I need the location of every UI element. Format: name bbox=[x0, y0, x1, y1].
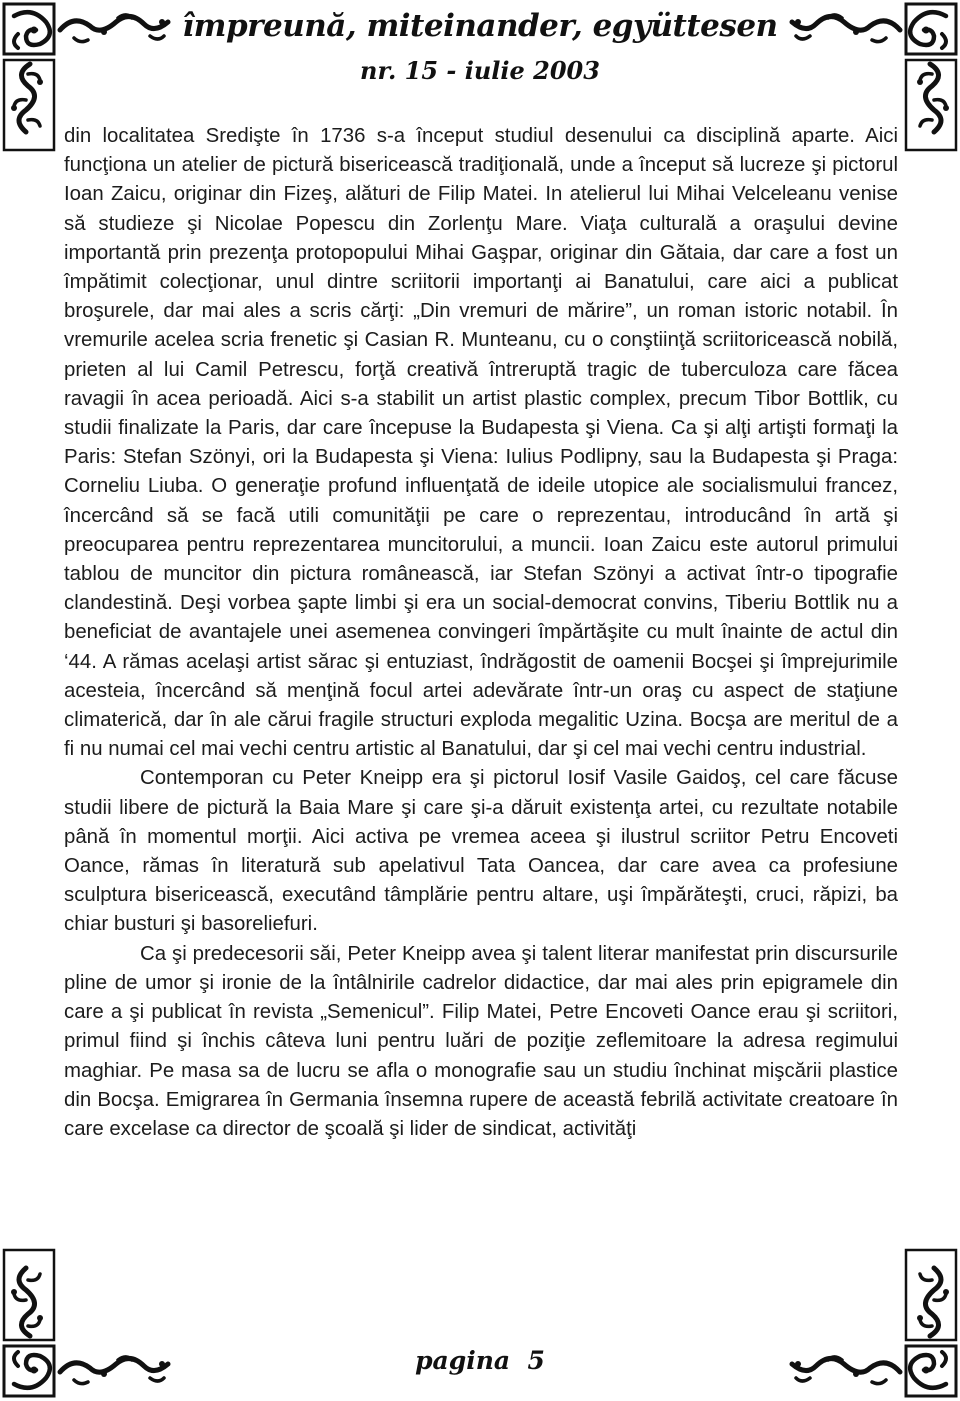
paragraph: Ca şi predecesorii săi, Peter Kneipp avea şi talent literar manifestat prin discursurile pline de umor şi ironie de la întâlnirile cadrelor didactice, dar mai ales prin epigramele din care a şi publicat în revista „Semenicul”. Filip Matei, Petre Encoveti Oance erau şi scriitori, primul fiind şi închis câteva luni pentru luări de poziţie zeflemitoare la adresa regimului maghiar. Pe masa sa de lucru se afla o monografie sau un studiu închinat mişcării plastice din Bocşa. Emigrarea în Germania însemna rupere de această febrilă activitate creatoare în care excelase ca director de şcoală şi lider de sindicat, activităţi bbox=[64, 942, 898, 1140]
page-number: pagina 5 bbox=[415, 1346, 545, 1375]
paragraph: din localitatea Sredişte în 1736 s-a început studiul desenului ca disciplină aparte. Aici funcţiona un atelier de pictură bisericească tradiţională, unde a început să lucreze şi pictorul Ioan Zaicu, originar din Fizeş, alături de Filip Matei. In atelierul lui Mihai Velceleanu venise să studieze şi Nicolae Popescu din Zorlenţu Mare. Viaţa culturală a oraşului devine importantă prin prezenţa protopopului Mihai Gaşpar, originar din Gătaia, dar care a fost un împătimit colecţionar, unul dintre scriitorii importanţi ai Banatului, care aici a publicat broşurele, dar mai ales a scris cărţi: „Din vremuri de mărire”, un roman istoric notabil. În vremurile acelea scria frenetic şi Casian R. Munteanu, cu o conştiinţă scriitoricească nobilă, prieten al lui Camil Petrescu, forţă creativă întreruptă tragic de tuberculoza care făcea ravagii în acea perioadă. Aici s-a stabilit un artist plastic complex, precum Tibor Bottlik, cu studii finalizate la Paris, dar care începuse la Budapesta şi Viena. Ca şi alţi artişti formaţi la Paris: Stefan Szönyi, ori la Budapesta şi Viena: Iulius Podlipny, sau la Budapesta şi Praga: Corneliu Liuba. O generaţie profund influenţată de ideile utopice ale socialismului francez, încercând să se facă utili comunităţii pe care o reprezentau, introducând în artă şi preocuparea pentru reprezentarea muncitorului, a muncii. Ioan Zaicu este autorul primului tablou de muncitor din pictura românească, iar Stefan Szönyi a activat într-o tipografie clandestină. Deşi vorbea şapte limbi şi era un social-democrat convins, Tiberiu Bottlik nu a beneficiat de avantajele unei asemenea convingeri împărtăşite cu mult înainte de actul din ‘44. A rămas acelaşi artist sărac şi entuziast, îndrăgostit de oamenii Bocşei şi împrejurimile acesteia, încercând să menţină focul artei adevărate într-un oraş cu aspect de staţiune climaterică, dar în ale cărui fragile structuri exploda megalitic Uzina. Bocşa are meritul de a fi nu numai cel mai vechi centru artistic al Banatului, dar şi cel mai vechi centru industrial. bbox=[64, 125, 898, 761]
floral-border-icon bbox=[4, 1250, 54, 1340]
article-body bbox=[64, 122, 898, 1144]
corner-scroll-icon bbox=[4, 1346, 54, 1396]
page-title: împreună, miteinander, együttesen bbox=[182, 8, 778, 44]
paragraph: Contemporan cu Peter Kneipp era şi pictorul Iosif Vasile Gaidoş, cel care făcuse studii libere de pictură la Baia Mare şi care şi-a dăruit existenţa artei, cu rezultate notabile până în momentul morţii. Aici activa pe vremea aceea şi ilustrul scriitor Petru Encoveti Oance, rămas în literatură sub apelativul Tata Oancea, dar care avea ca profesiune sculptura bisericească, executând tâmplărie pentru altare, uşi împărăteşti, cruci, răpizi, ba chiar busturi şi basoreliefuri. bbox=[64, 767, 898, 936]
issue-number: nr. 15 - iulie 2003 bbox=[360, 56, 600, 85]
floral-border-icon bbox=[4, 60, 54, 150]
corner-scroll-icon bbox=[4, 4, 54, 54]
floral-border-icon bbox=[906, 1250, 956, 1340]
floral-border-icon bbox=[906, 60, 956, 150]
corner-scroll-icon bbox=[906, 4, 956, 54]
corner-scroll-icon bbox=[906, 1346, 956, 1396]
